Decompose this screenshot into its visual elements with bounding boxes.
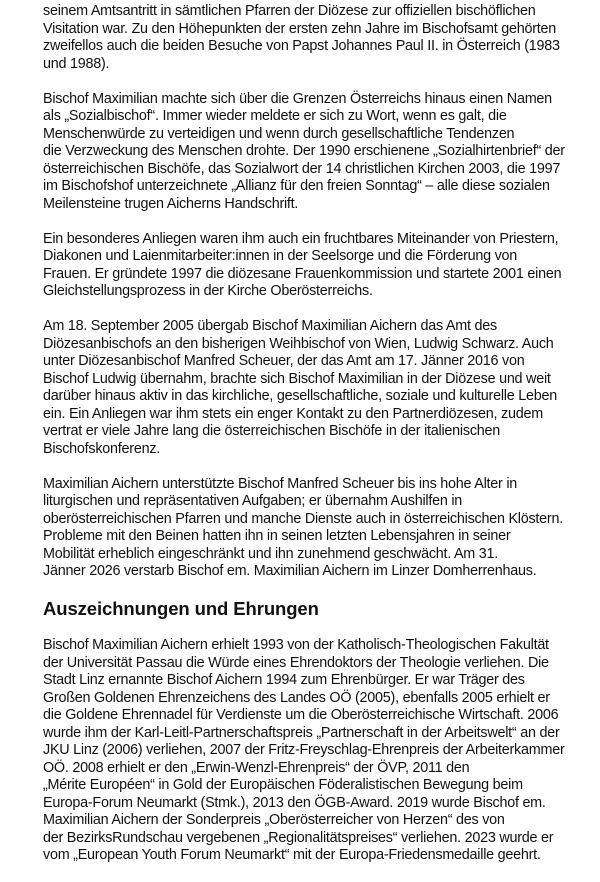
text-line: „Mérite Européen“ in Gold der Europäischen Föderalistischen Bewegung beim xyxy=(43,777,523,793)
text-line: der BezirksRundschau vergebenen „Regionalitätspreises“ verliehen. 2023 wurde er xyxy=(43,829,554,846)
text-line: unter Diözesanbischof Manfred Scheuer, der das Amt am 17. Jänner 2016 von xyxy=(43,353,525,369)
text-line: darüber hinaus aktiv in das kirchliche, gesellschaftliche, soziale und kulturelle Leben xyxy=(43,388,557,404)
text-line: liturgischen und repräsentativen Aufgaben; er übernahm Aushilfen in xyxy=(43,493,463,509)
text-line: Am 18. September 2005 übergab Bischof Maximilian Aichern das Amt des xyxy=(43,318,497,334)
text-line: Gleichstellungsprozess in der Kirche Oberösterreichs. xyxy=(43,283,373,299)
text-line: Bischof Maximilian machte sich über die Grenzen Österreichs hinaus einen Namen xyxy=(43,90,552,107)
text-line: Großen Goldenen Ehrenzeichens des Landes OÖ (2005), ebenfalls 2005 erhielt er xyxy=(43,689,550,706)
text-line: Diakonen und Laienmitarbeiter:innen in der Seelsorge und die Förderung von xyxy=(43,248,518,264)
text-line: seinem Amtsantritt in sämtlichen Pfarren der Diözese zur offiziellen bischöflichen xyxy=(43,3,536,19)
paragraph-miteinander xyxy=(43,231,583,301)
text-line: vom „European Youth Forum Neumarkt“ mit der Europa-Friedensmedaille geehrt. xyxy=(43,847,541,863)
text-line: Bischof Maximilian Aichern erhielt 1993 von der Katholisch-Theologischen Fakultät xyxy=(43,637,549,653)
paragraph-auszeichnungen xyxy=(43,637,583,865)
article-body xyxy=(43,3,583,882)
paragraph-amtsuebergabe xyxy=(43,318,583,458)
text-line: Frauen. Er gründete 1997 die diözesane Frauenkommission und startete 2001 einen xyxy=(43,265,562,282)
text-line: Europa-Forum Neumarkt (Stmk.), 2013 den ÖGB-Award. 2019 wurde Bischof em. xyxy=(43,794,546,811)
text-line: Mobilität erheblich eingeschränkt und ihn zunehmend geschwächt. Am 31. xyxy=(43,545,499,562)
text-line: wurde ihm der Karl-Leitl-Partnerschaftspreis „Partnerschaft in der Arbeitswelt“ an der xyxy=(43,724,560,741)
text-line: ein. Ein Anliegen war ihm stets ein enger Kontakt zu den Partnerdiözesen, zudem xyxy=(43,405,543,422)
text-line: im Bischofshof unterzeichnete „Allianz für den freien Sonntag“ – alle diese sozialen xyxy=(43,178,550,194)
text-line: die Verzweckung des Menschen drohte. Der 1990 erschienene „Sozialhirtenbrief“ der xyxy=(43,143,565,159)
text-line: oberösterreichischen Pfarren und manche Dienste auch in österreichischen Klöstern. xyxy=(43,510,563,527)
text-line: Visitation war. Zu den Höhepunkten der ersten zehn Jahre im Bischofsamt gehörten xyxy=(43,20,557,37)
text-line: vertrat er viele Jahre lang die österreichischen Bischöfe in der italienischen xyxy=(43,423,501,439)
text-line: Bischof Ludwig übernahm, brachte sich Bischof Maximilian in der Diözese und weit xyxy=(43,370,551,387)
text-line: als „Sozialbischof“. Immer wieder meldete er sich zu Wort, wenn es galt, die xyxy=(43,108,507,124)
text-line: Stadt Linz ernannte Bischof Aichern 1994 zum Ehrenbürger. Er war Träger des xyxy=(43,672,525,688)
text-line: Maximilian Aichern der Sonderpreis „Oberösterreicher von Herzen“ des von xyxy=(43,812,505,828)
paragraph-sozialbischof xyxy=(43,91,583,214)
text-line: Menschenwürde zu verteidigen und wenn durch gesellschaftliche Tendenzen xyxy=(43,125,515,142)
text-line: der Universität Passau die Würde eines Ehrendoktors der Theologie verliehen. Die xyxy=(43,654,549,671)
text-line: zweifellos auch die beiden Besuche von Papst Johannes Paul II. in Österreich (1983 xyxy=(43,38,560,54)
text-line: Probleme mit den Beinen hatten ihn in seinen letzten Lebensjahren in seiner xyxy=(43,528,511,544)
text-line: Maximilian Aichern unterstützte Bischof Manfred Scheuer bis ins hohe Alter in xyxy=(43,475,518,492)
paragraph-letzte-jahre xyxy=(43,476,583,581)
text-line: JKU Linz (2006) verliehen, 2007 der Fritz-Freyschlag-Ehrenpreis der Arbeiterkammer xyxy=(43,742,565,758)
text-line: Jänner 2026 verstarb Bischof em. Maximilian Aichern im Linzer Domherrenhaus. xyxy=(43,563,537,579)
paragraph-visitation xyxy=(43,3,583,73)
text-line: Diözesanbischofs an den bisherigen Weihbischof von Wien, Ludwig Schwarz. Auch xyxy=(43,335,554,352)
text-line: und 1988). xyxy=(43,55,110,72)
text-line: Bischofskonferenz. xyxy=(43,440,161,457)
text-line: österreichischen Bischöfe, das Sozialwort der 14 christlichen Kirchen 2003, die 1997 xyxy=(43,160,561,177)
text-line: Ein besonderes Anliegen waren ihm auch ein fruchtbares Miteinander von Priestern, xyxy=(43,230,559,247)
section-heading: Auszeichnungen und Ehrungen xyxy=(43,598,319,619)
text-line: OÖ. 2008 erhielt er den „Erwin-Wenzl-Ehrenpreis“ der ÖVP, 2011 den xyxy=(43,759,470,776)
text-line: die Goldene Ehrennadel für Verdienste um die Oberösterreichische Wirtschaft. 2006 xyxy=(43,707,559,723)
text-line: Meilensteine trugen Aicherns Handschrift. xyxy=(43,195,299,212)
